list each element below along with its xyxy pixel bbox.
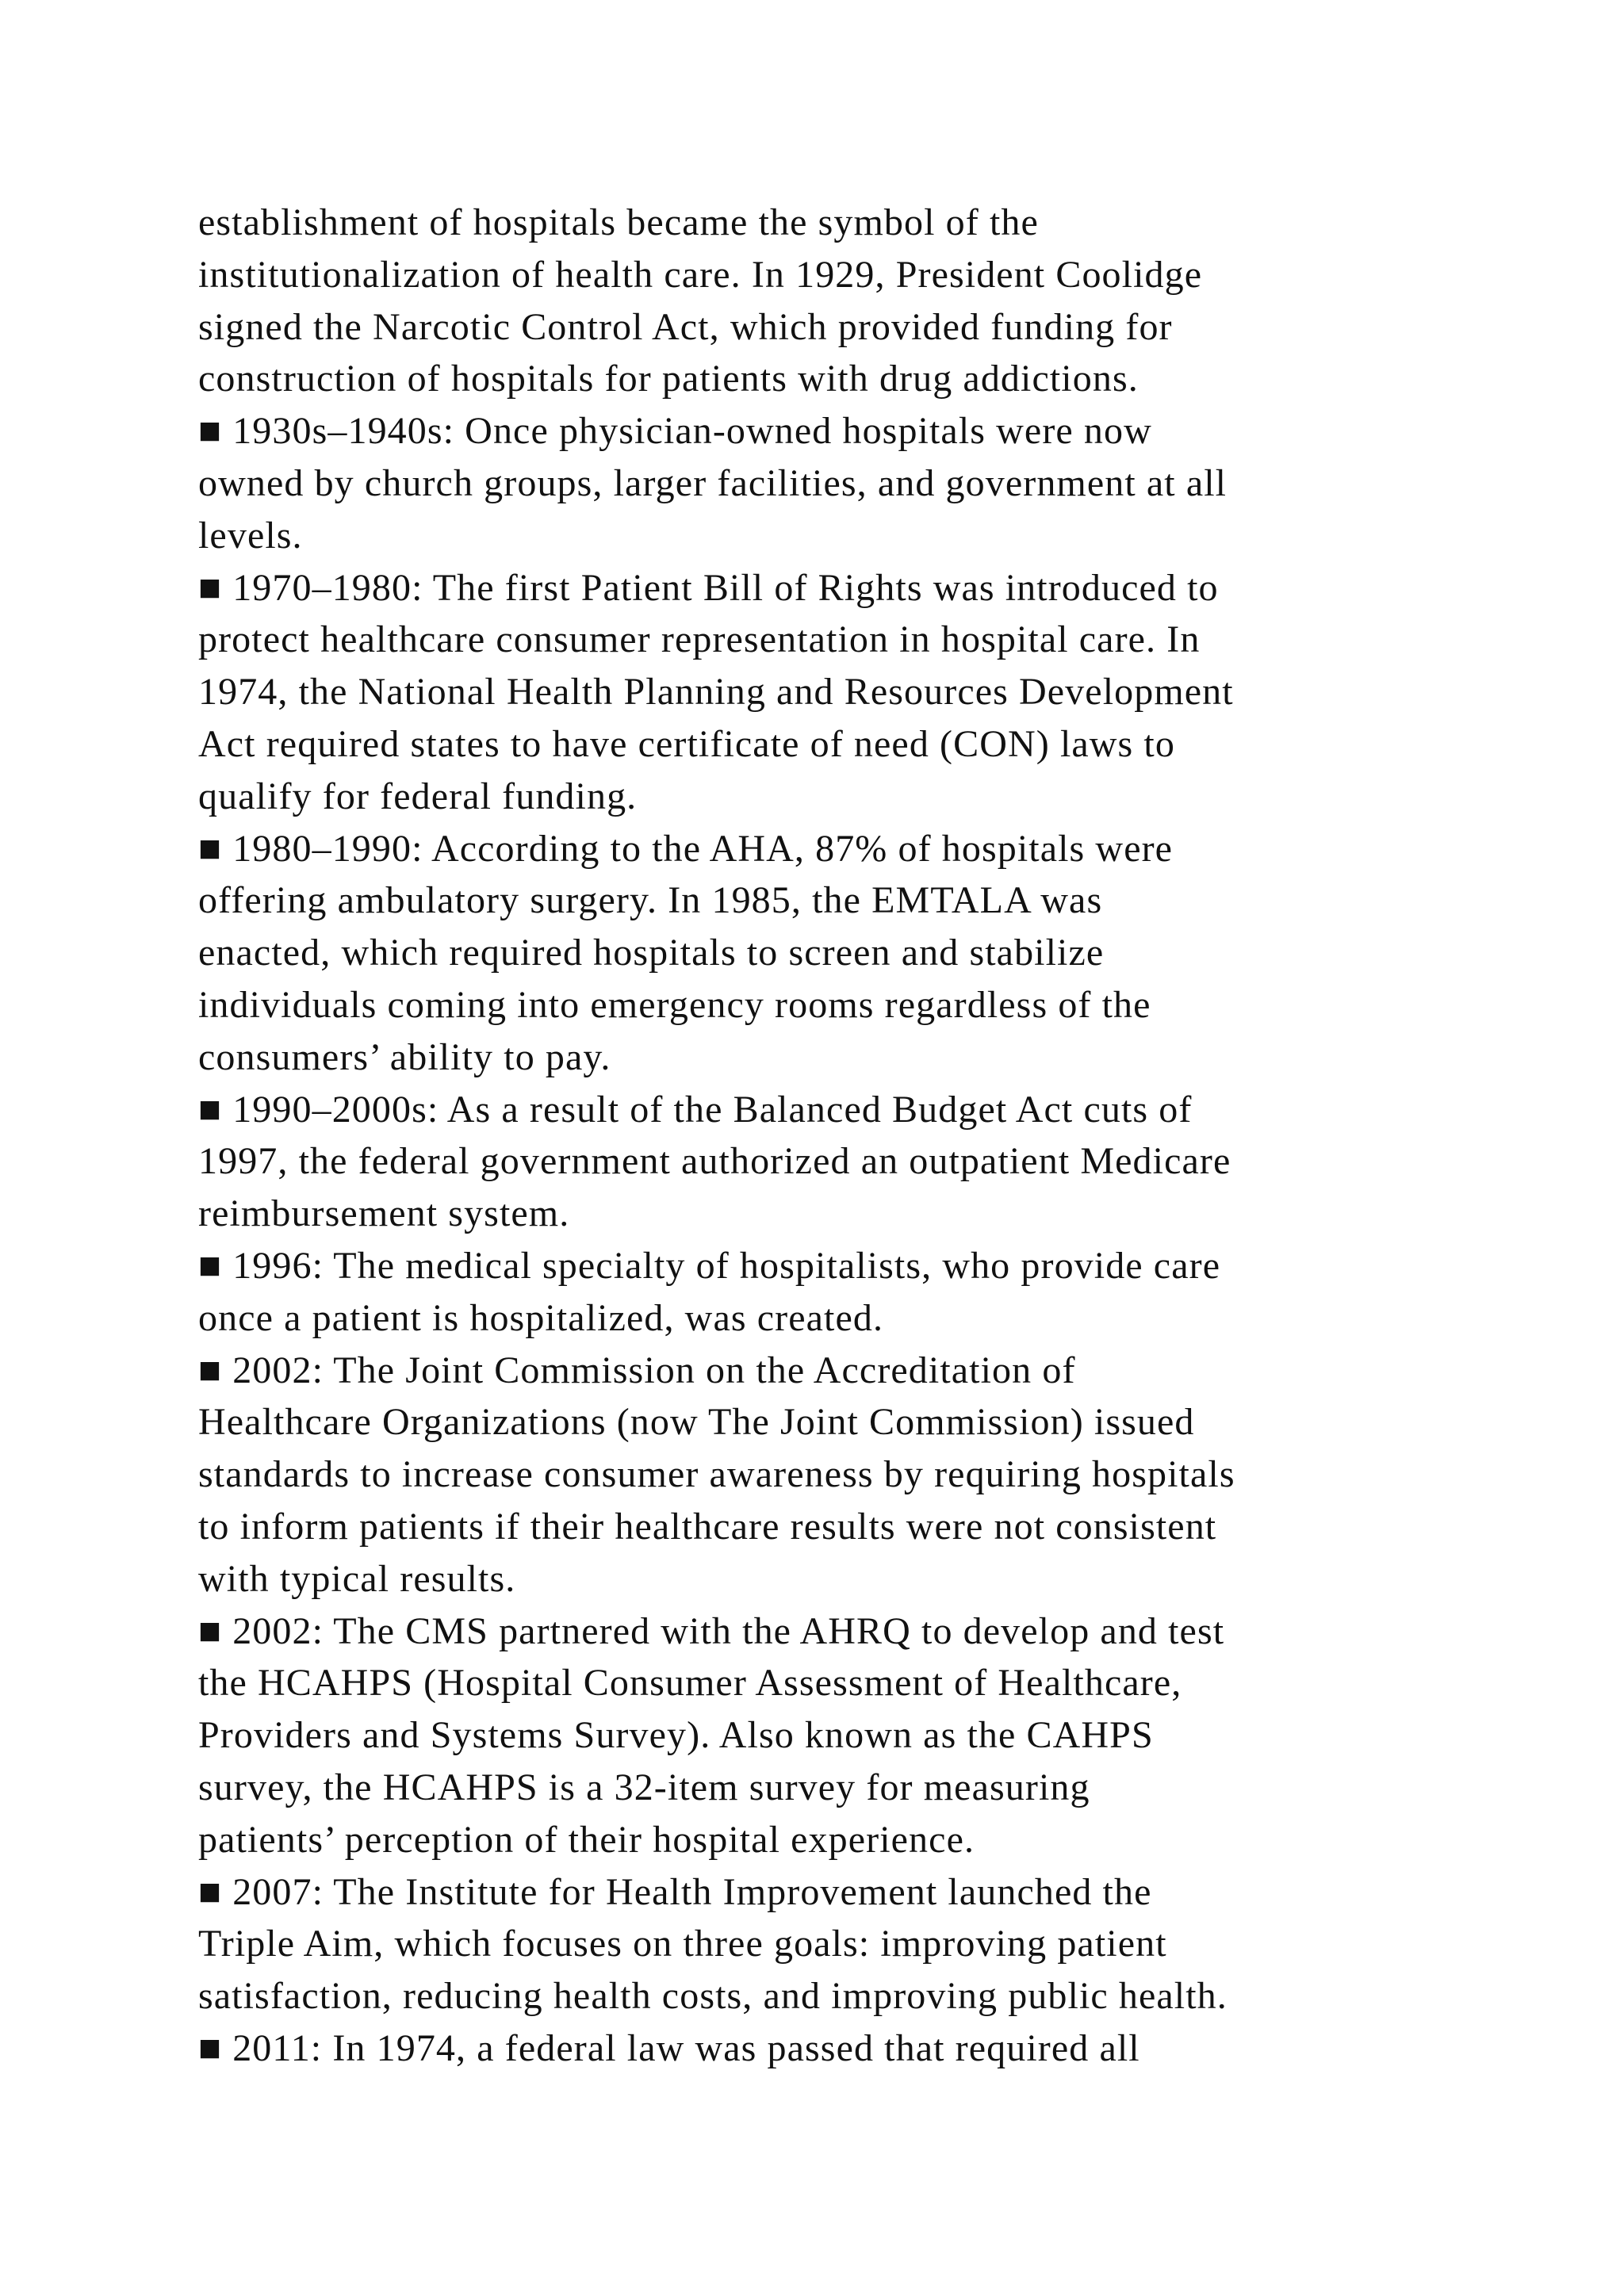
text-line: ■ 2002: The CMS partnered with the AHRQ to develop and test (198, 1609, 1225, 1652)
text-line: ■ 1980–1990: According to the AHA, 87% of hospitals were (198, 827, 1174, 870)
text-line: Providers and Systems Survey). Also known as the CAHPS (198, 1714, 1154, 1757)
text-line: survey, the HCAHPS is a 32-item survey for measuring (198, 1766, 1090, 1808)
text-line: ■ 1996: The medical specialty of hospitalists, who provide care (198, 1244, 1221, 1287)
text-line: once a patient is hospitalized, was created. (198, 1296, 884, 1339)
text-line: Healthcare Organizations (now The Joint Commission) issued (198, 1401, 1195, 1444)
text-line: Triple Aim, which focuses on three goals: improving patient (198, 1923, 1167, 1965)
body-text (198, 197, 1499, 2075)
text-line: ■ 2011: In 1974, a federal law was passed that required all (198, 2026, 1140, 2069)
text-line: individuals coming into emergency rooms regardless of the (198, 983, 1151, 1026)
text-line: 1997, the federal government authorized an outpatient Medicare (198, 1140, 1231, 1183)
text-line: enacted, which required hospitals to screen and stabilize (198, 932, 1105, 974)
text-line: with typical results. (198, 1557, 516, 1600)
text-line: satisfaction, reducing health costs, and improving public health. (198, 1975, 1228, 2018)
text-line: 1974, the National Health Planning and Resources Development (198, 671, 1234, 714)
text-line: institutionalization of health care. In 1929, President Coolidge (198, 253, 1203, 296)
text-line: ■ 1970–1980: The first Patient Bill of Rights was introduced to (198, 566, 1219, 609)
text-line: offering ambulatory surgery. In 1985, the EMTALA was (198, 879, 1103, 922)
text-line: ■ 2002: The Joint Commission on the Accreditation of (198, 1349, 1076, 1391)
text-line: patients’ perception of their hospital experience. (198, 1818, 975, 1861)
text-line: reimbursement system. (198, 1192, 570, 1235)
text-line: standards to increase consumer awareness by requiring hospitals (198, 1453, 1235, 1496)
text-line: levels. (198, 514, 303, 557)
text-line: qualify for federal funding. (198, 775, 638, 817)
text-line: ■ 1930s–1940s: Once physician-owned hospitals were now (198, 410, 1152, 453)
text-line: owned by church groups, larger facilities, and government at all (198, 461, 1228, 504)
text-line: Act required states to have certificate of need (CON) laws to (198, 722, 1175, 765)
text-line: the HCAHPS (Hospital Consumer Assessment of Healthcare, (198, 1662, 1182, 1705)
text-line: signed the Narcotic Control Act, which provided funding for (198, 305, 1173, 348)
text-line: protect healthcare consumer representation in hospital care. In (198, 618, 1201, 661)
text-line: establishment of hospitals became the symbol of the (198, 201, 1039, 243)
text-line: ■ 1990–2000s: As a result of the Balanced Budget Act cuts of (198, 1088, 1193, 1131)
text-line: to inform patients if their healthcare results were not consistent (198, 1505, 1217, 1548)
text-line: construction of hospitals for patients with drug addictions. (198, 358, 1139, 400)
text-line: consumers’ ability to pay. (198, 1035, 611, 1078)
text-line: ■ 2007: The Institute for Health Improvement launched the (198, 1870, 1152, 1913)
